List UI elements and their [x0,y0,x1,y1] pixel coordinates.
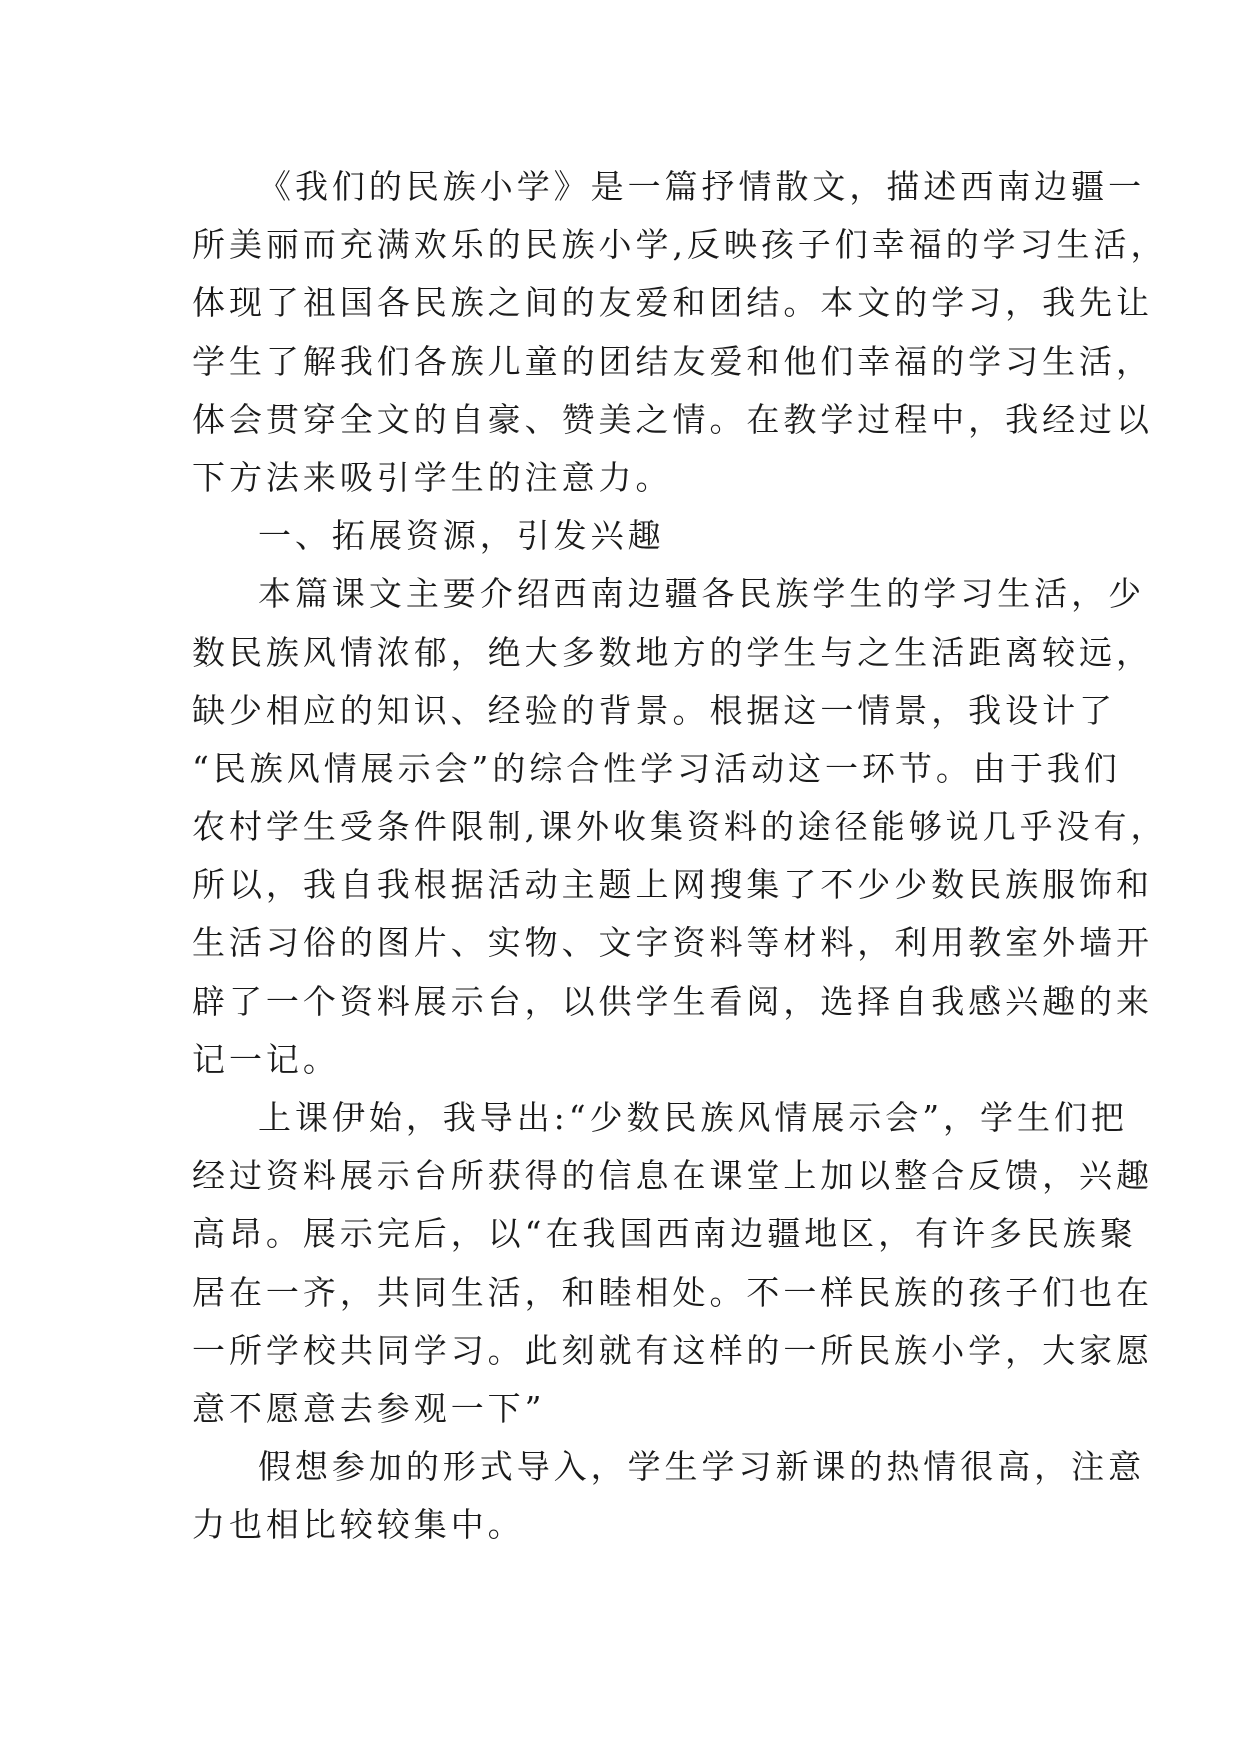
text-line: 上课伊始，我导出:“少数民族风情展示会”，学生们把 [258,1098,1128,1137]
text-line: 一、拓展资源，引发兴趣 [258,516,665,556]
text-line: 经过资料展示台所获得的信息在课堂上加以整合反馈，兴趣 [192,1156,1153,1196]
text-line: 辟了一个资料展示台，以供学生看阅，选择自我感兴趣的来 [192,981,1153,1021]
text-line: 一所学校共同学习。此刻就有这样的一所民族小学，大家愿 [192,1330,1153,1370]
text-line: 学生了解我们各族儿童的团结友爱和他们幸福的学习生活， [192,341,1153,381]
text-line: 所以，我自我根据活动主题上网搜集了不少少数民族服饰和 [192,865,1153,905]
text-line: 农村学生受条件限制,课外收集资料的途径能够说几乎没有， [192,807,1168,847]
text-line: 意不愿意去参观一下” [192,1388,546,1428]
text-line: 本篇课文主要介绍西南边疆各民族学生的学习生活，少 [258,574,1146,614]
document-body [192,158,1168,1555]
text-line: 《我们的民族小学》是一篇抒情散文，描述西南边疆一 [258,167,1146,206]
text-line: 体现了祖国各民族之间的友爱和团结。本文的学习，我先让 [192,283,1153,323]
text-line: 生活习俗的图片、实物、文字资料等材料，利用教室外墙开 [192,923,1153,963]
text-line: 假想参加的形式导入，学生学习新课的热情很高，注意 [258,1447,1146,1487]
text-line: 高昂。展示完后，以“在我国西南边疆地区，有许多民族聚 [192,1214,1137,1254]
text-line: 记一记。 [192,1039,340,1079]
text-line: “民族风情展示会”的综合性学习活动这一环节。由于我们 [192,748,1121,788]
text-line: 数民族风情浓郁，绝大多数地方的学生与之生活距离较远， [192,632,1153,672]
text-line: 居在一齐，共同生活，和睦相处。不一样民族的孩子们也在 [192,1272,1153,1312]
text-line: 缺少相应的知识、经验的背景。根据这一情景，我设计了 [192,690,1116,730]
text-line: 力也相比较较集中。 [192,1505,525,1545]
text-line: 所美丽而充满欢乐的民族小学,反映孩子们幸福的学习生活， [192,225,1168,265]
text-line: 下方法来吸引学生的注意力。 [192,457,673,497]
text-line: 体会贯穿全文的自豪、赞美之情。在教学过程中，我经过以 [192,399,1153,439]
